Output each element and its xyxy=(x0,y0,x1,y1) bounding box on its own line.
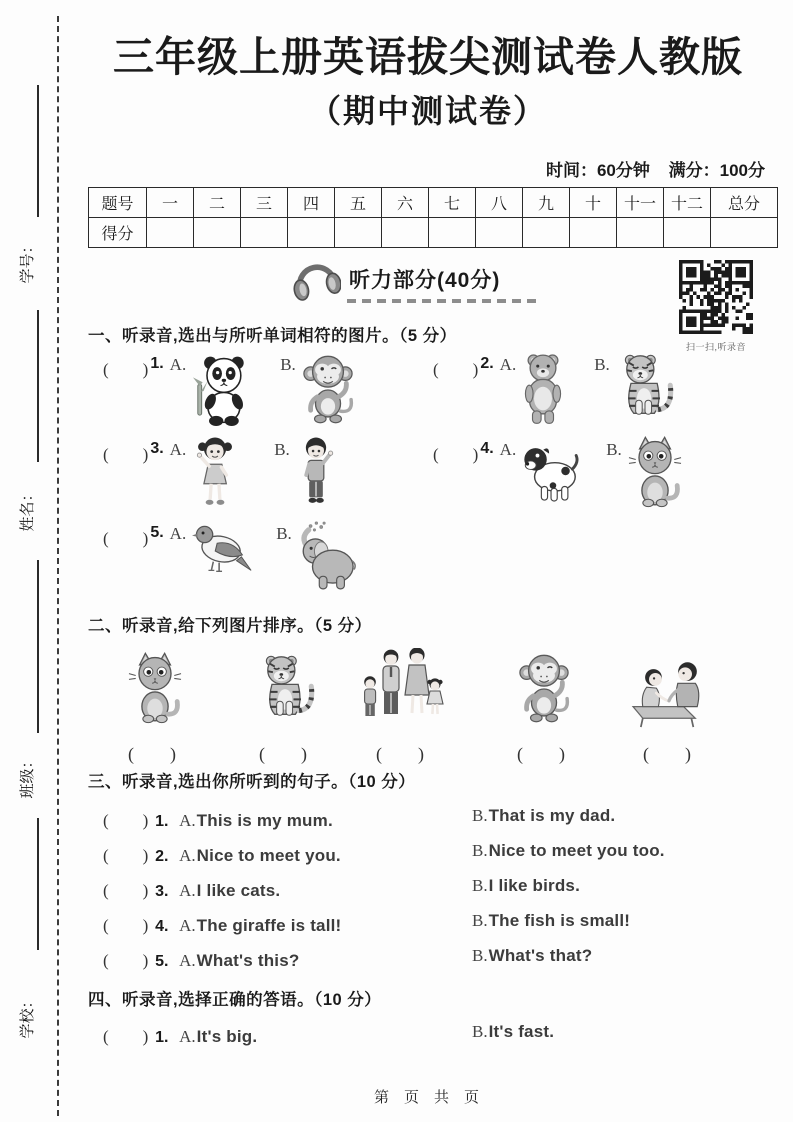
answer-bracket: ( ) xyxy=(103,445,149,464)
option-a-label: A. xyxy=(179,846,196,865)
option-a-text: I like cats. xyxy=(196,881,281,900)
score-col: 十二 xyxy=(664,188,711,218)
tiger-image xyxy=(616,351,674,427)
question-number: 2. xyxy=(155,848,169,865)
class-blank-line xyxy=(37,560,39,733)
page-footer: 第 页 共 页 xyxy=(373,1090,479,1106)
bird-image xyxy=(192,520,254,582)
headphones-icon xyxy=(289,253,341,301)
option-b-label: B. xyxy=(274,440,290,459)
school-label: 学校： xyxy=(19,993,36,1039)
question-1 xyxy=(103,355,354,429)
score-table-header-row xyxy=(89,188,778,218)
score-col: 十一 xyxy=(617,188,664,218)
question-number: 5. xyxy=(155,953,169,970)
answer-bracket: ( ) xyxy=(433,445,479,464)
option-b-label: B. xyxy=(472,876,488,895)
order-bracket: ( ) xyxy=(376,744,424,764)
student-id-label: 学号： xyxy=(19,238,36,284)
bear-image xyxy=(522,351,564,427)
question-number: 2. xyxy=(480,355,494,372)
option-b-label: B. xyxy=(280,355,296,374)
score-cell xyxy=(241,218,288,248)
option-b-text: I like birds. xyxy=(488,876,581,895)
option-b-text: The fish is small! xyxy=(488,911,631,930)
family-image xyxy=(361,648,445,728)
section-two-heading: 二、听录音,给下列图片排序。（5 分） xyxy=(88,617,372,635)
option-a-label: A. xyxy=(179,811,196,830)
student-id-blank-line xyxy=(37,85,39,217)
answer-bracket: ( ) xyxy=(103,916,149,935)
boy-image xyxy=(296,436,336,514)
score-table-header-label: 题号 xyxy=(89,188,147,218)
score-col: 一 xyxy=(147,188,194,218)
monkey-image xyxy=(518,650,570,728)
section-three-heading: 三、听录音,选出你所听到的句子。（10 分） xyxy=(88,773,416,791)
option-b-label: B. xyxy=(276,524,292,543)
option-a-label: A. xyxy=(169,440,187,459)
question-row xyxy=(88,911,765,946)
listening-title-underline xyxy=(347,299,537,303)
monkey-image xyxy=(302,351,354,429)
option-a-text: The giraffe is tall! xyxy=(196,916,342,935)
option-a-label: A. xyxy=(499,355,517,374)
question-number: 1. xyxy=(150,355,164,372)
exam-time: 时间：60分钟 xyxy=(545,161,650,180)
section-four-questions xyxy=(88,1022,765,1057)
option-a-label: A. xyxy=(179,951,196,970)
option-b-label: B. xyxy=(472,806,488,825)
qr-caption: 扫一扫,听录音 xyxy=(685,342,746,352)
order-bracket: ( ) xyxy=(259,744,307,764)
question-2 xyxy=(433,355,674,427)
score-col: 二 xyxy=(194,188,241,218)
student-name-blank-line xyxy=(37,310,39,462)
question-row xyxy=(88,1022,765,1057)
option-b-label: B. xyxy=(472,1022,488,1041)
option-a-label: A. xyxy=(169,355,187,374)
option-b-label: B. xyxy=(472,911,488,930)
section-one-heading: 一、听录音,选出与所听单词相符的图片。（5 分） xyxy=(88,327,457,345)
school-blank-line xyxy=(37,818,39,950)
option-a-label: A. xyxy=(179,881,196,900)
question-number: 4. xyxy=(480,440,494,457)
order-item-family xyxy=(340,636,460,766)
question-row xyxy=(88,876,765,911)
option-a-label: A. xyxy=(179,916,196,935)
question-number: 3. xyxy=(155,883,169,900)
option-b-text: That is my dad. xyxy=(488,806,616,825)
fold-line xyxy=(57,16,59,1116)
exam-full-score: 满分：100分 xyxy=(668,161,765,180)
question-row xyxy=(88,841,765,876)
class-label: 班级： xyxy=(19,753,36,799)
option-a-text: What's this? xyxy=(196,951,300,970)
order-bracket: ( ) xyxy=(517,744,565,764)
question-4 xyxy=(433,440,682,512)
question-number: 1. xyxy=(155,1029,169,1046)
qr-block xyxy=(676,260,756,353)
option-a-text: It's big. xyxy=(196,1027,258,1046)
page-subtitle: （期中测试卷） xyxy=(308,93,547,129)
option-b-label: B. xyxy=(606,440,622,459)
qr-code xyxy=(678,260,754,334)
exam-info xyxy=(88,156,765,181)
page-title: 三年级上册英语拔尖测试卷人教版 xyxy=(113,34,743,80)
score-cell xyxy=(335,218,382,248)
cat-image xyxy=(628,436,682,512)
answer-bracket: ( ) xyxy=(103,360,149,379)
dog-image xyxy=(522,436,582,506)
cat-image xyxy=(128,652,182,728)
score-cell xyxy=(476,218,523,248)
tiger-image xyxy=(257,652,315,728)
total-score-cell xyxy=(711,218,778,248)
option-b-text: It's fast. xyxy=(488,1022,555,1041)
question-number: 3. xyxy=(150,440,164,457)
student-name-label: 姓名： xyxy=(19,486,36,532)
question-5 xyxy=(103,524,356,592)
score-table xyxy=(88,187,778,248)
order-bracket: ( ) xyxy=(643,744,691,764)
score-cell xyxy=(523,218,570,248)
section-three-questions xyxy=(88,806,765,981)
option-b-label: B. xyxy=(472,841,488,860)
score-total-label: 总分 xyxy=(711,188,778,218)
order-item-students xyxy=(607,636,727,766)
girl-image xyxy=(192,436,240,514)
option-a-text: Nice to meet you. xyxy=(196,846,341,865)
option-b-text: What's that? xyxy=(488,946,593,965)
listening-section-title: 听力部分(40分) xyxy=(349,269,501,292)
option-b-text: Nice to meet you too. xyxy=(488,841,665,860)
question-number: 4. xyxy=(155,918,169,935)
answer-bracket: ( ) xyxy=(103,846,149,865)
score-col: 五 xyxy=(335,188,382,218)
score-col: 六 xyxy=(382,188,429,218)
order-bracket: ( ) xyxy=(128,744,176,764)
score-cell xyxy=(382,218,429,248)
option-a-label: A. xyxy=(169,524,187,543)
answer-bracket: ( ) xyxy=(103,951,149,970)
score-col: 四 xyxy=(288,188,335,218)
score-col: 三 xyxy=(241,188,288,218)
score-col: 八 xyxy=(476,188,523,218)
score-cell xyxy=(288,218,335,248)
order-item-cat xyxy=(92,636,212,766)
score-col: 七 xyxy=(429,188,476,218)
score-cell xyxy=(194,218,241,248)
answer-bracket: ( ) xyxy=(103,811,149,830)
score-cell xyxy=(570,218,617,248)
score-cell xyxy=(147,218,194,248)
option-b-label: B. xyxy=(594,355,610,374)
score-row-label: 得分 xyxy=(89,218,147,248)
panda-image xyxy=(192,351,250,429)
score-col: 十 xyxy=(570,188,617,218)
section-four-heading: 四、听录音,选择正确的答语。（10 分） xyxy=(88,991,382,1009)
score-cell xyxy=(664,218,711,248)
answer-bracket: ( ) xyxy=(103,529,149,548)
question-row xyxy=(88,946,765,981)
order-item-monkey xyxy=(481,636,601,766)
order-item-tiger xyxy=(223,636,343,766)
question-row xyxy=(88,806,765,841)
elephant-image xyxy=(298,520,356,592)
score-col: 九 xyxy=(523,188,570,218)
option-a-text: This is my mum. xyxy=(196,811,333,830)
students-image xyxy=(627,658,713,728)
answer-bracket: ( ) xyxy=(103,881,149,900)
question-number: 1. xyxy=(155,813,169,830)
option-a-label: A. xyxy=(499,440,517,459)
score-cell xyxy=(429,218,476,248)
score-cell xyxy=(617,218,664,248)
question-3 xyxy=(103,440,336,514)
score-table-score-row xyxy=(89,218,778,248)
answer-bracket: ( ) xyxy=(103,1027,149,1046)
option-a-label: A. xyxy=(179,1027,196,1046)
question-number: 5. xyxy=(150,524,164,541)
answer-bracket: ( ) xyxy=(433,360,479,379)
option-b-label: B. xyxy=(472,946,488,965)
